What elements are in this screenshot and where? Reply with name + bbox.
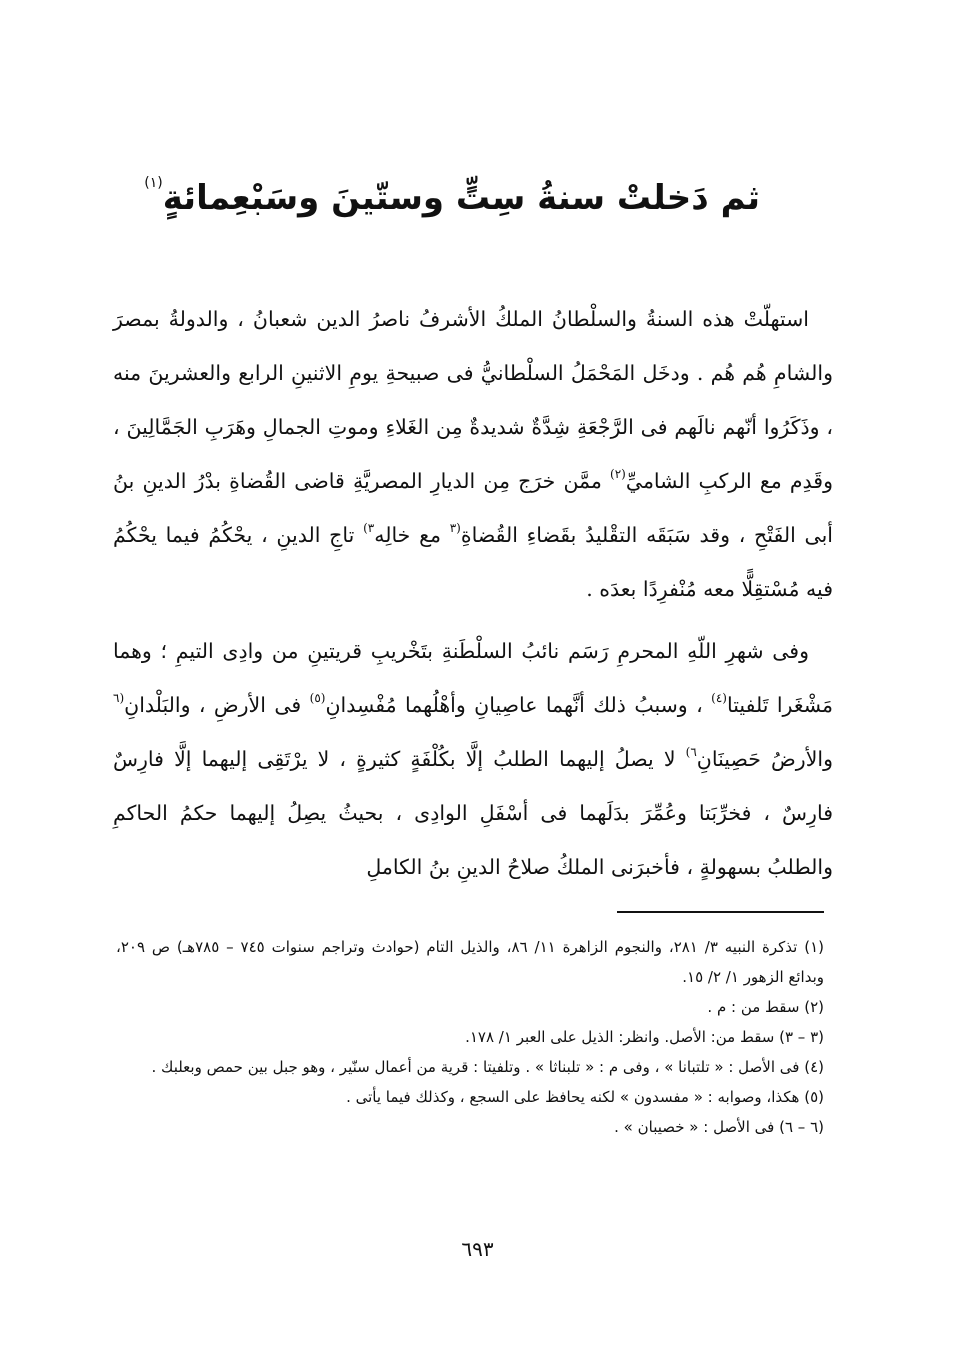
- footnote-marker-4: (٤): [711, 691, 727, 705]
- footnote-marker-5: (٥): [309, 691, 326, 705]
- paragraph-1-text: تاجِ الدينِ ، يحْكُمُ فيما يحْكُمُ فيه مُسْتقِلًّا معه مُنْفرِدًا بعدَه .: [113, 523, 833, 601]
- footnote-4: (٤) فى الأصل : « تلتبانا » ، وفى م : « تلبناثا » . وتلفيتا : قرية من أعمال سنّير ، وهو جبل بين حمص وبعلبك .: [151, 1058, 824, 1076]
- paragraph-1-text: استهلّتْ هذه السنةُ والسلْطانُ الملكُ الأشرفُ ناصرُ الدين شعبانُ ، والدولةُ بمصرَ والشامِ هُم هُم . ودخَل المَحْمَلُ السلْطانيُّ فى صبيحةِ يومِ الاثنينِ الرابع والعشرينَ منه ، وذَكَرُوا أنّهم نالَهم فى الرَّجْعَةِ شِدَّةٌ شديدةٌ مِن الغَلاءِ وموتِ الجمالِ وهَرَبِ الجَمَّالِينَ ، وقَدِم مع الركبِ الشاميِّ: [113, 307, 833, 493]
- footnote-separator: [617, 911, 824, 913]
- paragraph-2-text: لا يصلُ إليهما الطلبُ إلَّا بكُلْفَةٍ كثيرةٍ ، لا يرْتَقِى إليهما إلَّا فارِسٌ فارِسٌ ، فخرِّبَتا وعُمِّرَ بدَلَهما فى أسْفَلِ الوادِى ، بحيثُ يصِلُ إليهما حكمُ الحاكمِ والطلبُ بسهولةٍ ، فأخبرَنى الملكُ صلاحُ الدينِ بنُ الكاملِ: [113, 747, 833, 879]
- paragraph-1-text: مع خالِه: [374, 523, 450, 547]
- footnotes: [116, 932, 824, 1142]
- footnote-marker-6-close: ٦): [685, 745, 697, 759]
- paragraph-2-text: وفى شهرِ اللّهِ المحرمِ رَسَم نائبُ السلْطَنةِ بتَخْريبِ قريتينِ من وادِى التيمِ ؛ وهما مَشْغَرا تَلفيتا: [113, 639, 833, 717]
- footnote-3: (٣ – ٣) سقط من: الأصل. وانظر: الذيل على العبر ١/ ١٧٨.: [465, 1028, 824, 1046]
- footnote-marker-3-open: (٣: [449, 521, 461, 535]
- body-text: [113, 292, 833, 894]
- paragraph-2: [113, 624, 833, 894]
- paragraph-1-text: ممَّن خرَج مِن الديارِ المصريَّةِ قاضى القُضاةِ بدْرُ الدينِ بنُ أبى الفَتْحِ ، وقد سَبَقَه التقْليدُ بقَضاءِ القُضاةِ: [113, 469, 833, 547]
- title-footnote-marker: (١): [144, 174, 163, 191]
- paragraph-2-text: والأرضُ حَصِينَانِ: [696, 747, 833, 771]
- footnote-marker-3-close: ٣): [363, 521, 375, 535]
- footnote-5: (٥) هكذا، وصوابه : « مفسدون » لكنه يحافظ على السجع ، وكذلك فيما يأتى .: [346, 1088, 824, 1106]
- paragraph-2-text: فى الأرضِ ، والبَلْدانِ: [124, 693, 310, 717]
- chapter-title: [144, 151, 760, 230]
- paragraph-2-text: ، وسببُ ذلك أنَّهما عاصِيانِ وأهْلُهما مُفْسِدانِ: [325, 693, 712, 717]
- footnote-2: (٢) سقط من : م .: [707, 998, 824, 1016]
- chapter-title-text: ثم دَخلتْ سنةُ سِتٍّ وستّينَ وسَبْعِمائةٍ: [162, 177, 760, 218]
- footnote-marker-6-open: (٦: [113, 691, 125, 705]
- footnote-marker-2: (٢): [610, 467, 626, 481]
- footnote-1: (١) تذكرة النبيه ٣/ ٢٨١، والنجوم الزاهرة ١١/ ٨٦، والذيل التام (حوادث وتراجم سنوات ٧٤٥ – ٧٨٥هـ) ص ٢٠٩، وبدائع الزهور ١/ ٢/ ١٥.: [116, 938, 824, 986]
- page-number: ٦٩٣: [461, 1237, 494, 1261]
- footnote-6: (٦ – ٦) فى الأصل : « خصيبان » .: [614, 1118, 824, 1136]
- paragraph-1: [113, 292, 833, 616]
